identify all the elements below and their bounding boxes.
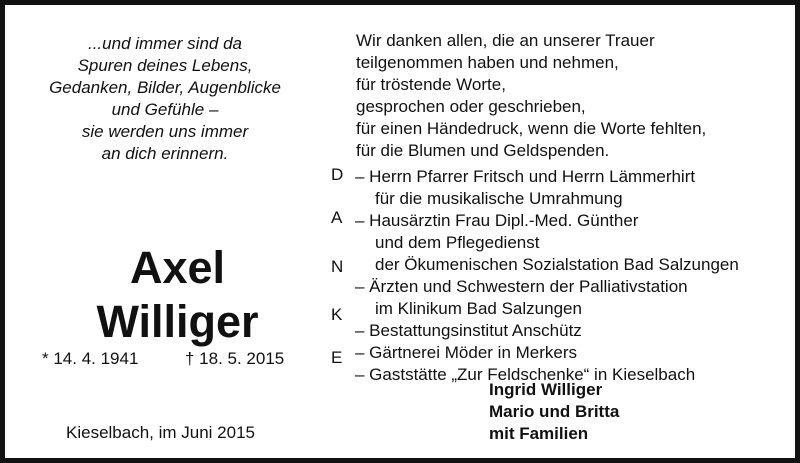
thanks-list-item: – Ärzten und Schwestern der Palliativstation [355,277,688,296]
poem-line: an dich erinnern. [101,144,229,163]
danke-letter: D [331,165,344,184]
poem-line: ...und immer sind da [87,34,242,53]
thanks-list-continuation: der Ökumenischen Sozialstation Bad Salzungen [375,255,739,274]
thanks-list-continuation: und dem Pflegedienst [375,233,540,252]
signatory-line: Ingrid Williger [489,380,603,399]
thanks-intro [356,30,706,162]
poem-line: Spuren deines Lebens, [77,56,253,75]
death-date: † 18. 5. 2015 [185,349,285,368]
danke-letter: E [331,348,343,367]
thanks-line: Wir danken allen, die an unserer Trauer [356,31,655,50]
deceased-name [45,241,310,349]
thanks-list-item: – Bestattungsinstitut Anschütz [355,321,582,340]
thanks-list-item: – Herrn Pfarrer Fritsch und Herrn Lämmerhirt [355,167,696,186]
thanks-line: für einen Händedruck, wenn die Worte fehlten, [356,119,707,138]
thanks-list-continuation: im Klinikum Bad Salzungen [375,299,582,318]
thanks-list-item: – Gärtnerei Möder in Merkers [355,343,578,362]
birth-date: * 14. 4. 1941 [42,349,139,368]
danke-letter: N [331,257,344,276]
poem-line: Gedanken, Bilder, Augenblicke [49,78,281,97]
memorial-poem [35,33,295,165]
poem-line: und Gefühle – [111,100,219,119]
thanks-line: gesprochen oder geschrieben, [356,97,586,116]
last-name: Williger [96,296,259,347]
thanks-list [355,166,739,386]
signatory-line: mit Familien [489,424,589,443]
thanks-list-continuation: für die musikalische Umrahmung [375,189,623,208]
signatory-line: Mario und Britta [489,402,620,421]
thanks-line: teilgenommen haben und nehmen, [356,53,619,72]
thanks-list-item: – Gaststätte „Zur Feldschenke“ in Kieselbach [355,365,696,384]
danke-letter: A [331,208,343,227]
thanks-line: für tröstende Worte, [356,75,506,94]
place-and-date: Kieselbach, im Juni 2015 [66,423,256,442]
thanks-list-item: – Hausärztin Frau Dipl.-Med. Günther [355,211,639,230]
first-name: Axel [129,242,226,293]
danke-letter: K [331,305,343,324]
signatories [489,379,619,445]
thanks-line: für die Blumen und Geldspenden. [356,141,610,160]
poem-line: sie werden uns immer [81,122,249,141]
